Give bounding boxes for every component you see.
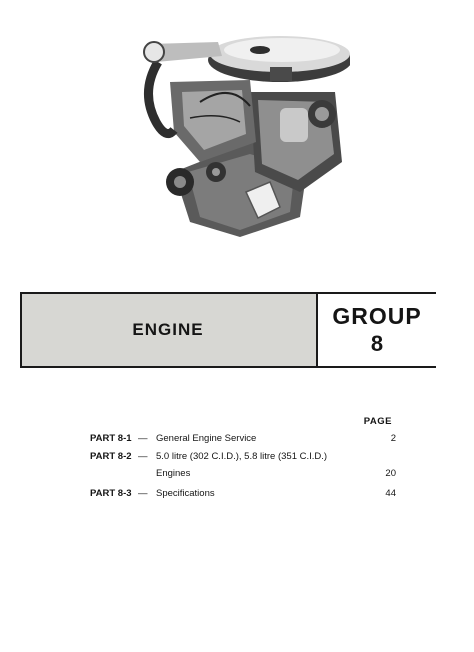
toc-part-number: PART 8-1 — [90, 433, 132, 444]
section-title: ENGINE — [132, 320, 204, 339]
section-banner — [20, 292, 436, 368]
group-label: GROUP — [332, 303, 422, 329]
toc-page-number: 20 — [385, 468, 396, 479]
toc-title-continued: Engines — [156, 468, 191, 479]
toc-part-number: PART 8-2 — [90, 451, 132, 462]
toc-title: 5.0 litre (302 C.I.D.), 5.8 litre (351 C.I.D.) — [156, 451, 328, 462]
toc-entry — [90, 449, 396, 483]
toc-title: General Engine Service — [156, 433, 257, 444]
toc-dash: — — [138, 451, 148, 462]
group-box — [316, 294, 436, 366]
engine-photo — [130, 22, 350, 244]
toc-part-number: PART 8-3 — [90, 488, 132, 499]
toc-title: Specifications — [156, 488, 215, 499]
group-number: 8 — [370, 331, 384, 356]
toc-page-number: 44 — [385, 488, 396, 499]
toc-page-number: 2 — [390, 433, 396, 444]
toc-dash: — — [138, 488, 148, 499]
toc-dash: — — [138, 433, 148, 444]
page-column-header: PAGE — [363, 416, 392, 427]
